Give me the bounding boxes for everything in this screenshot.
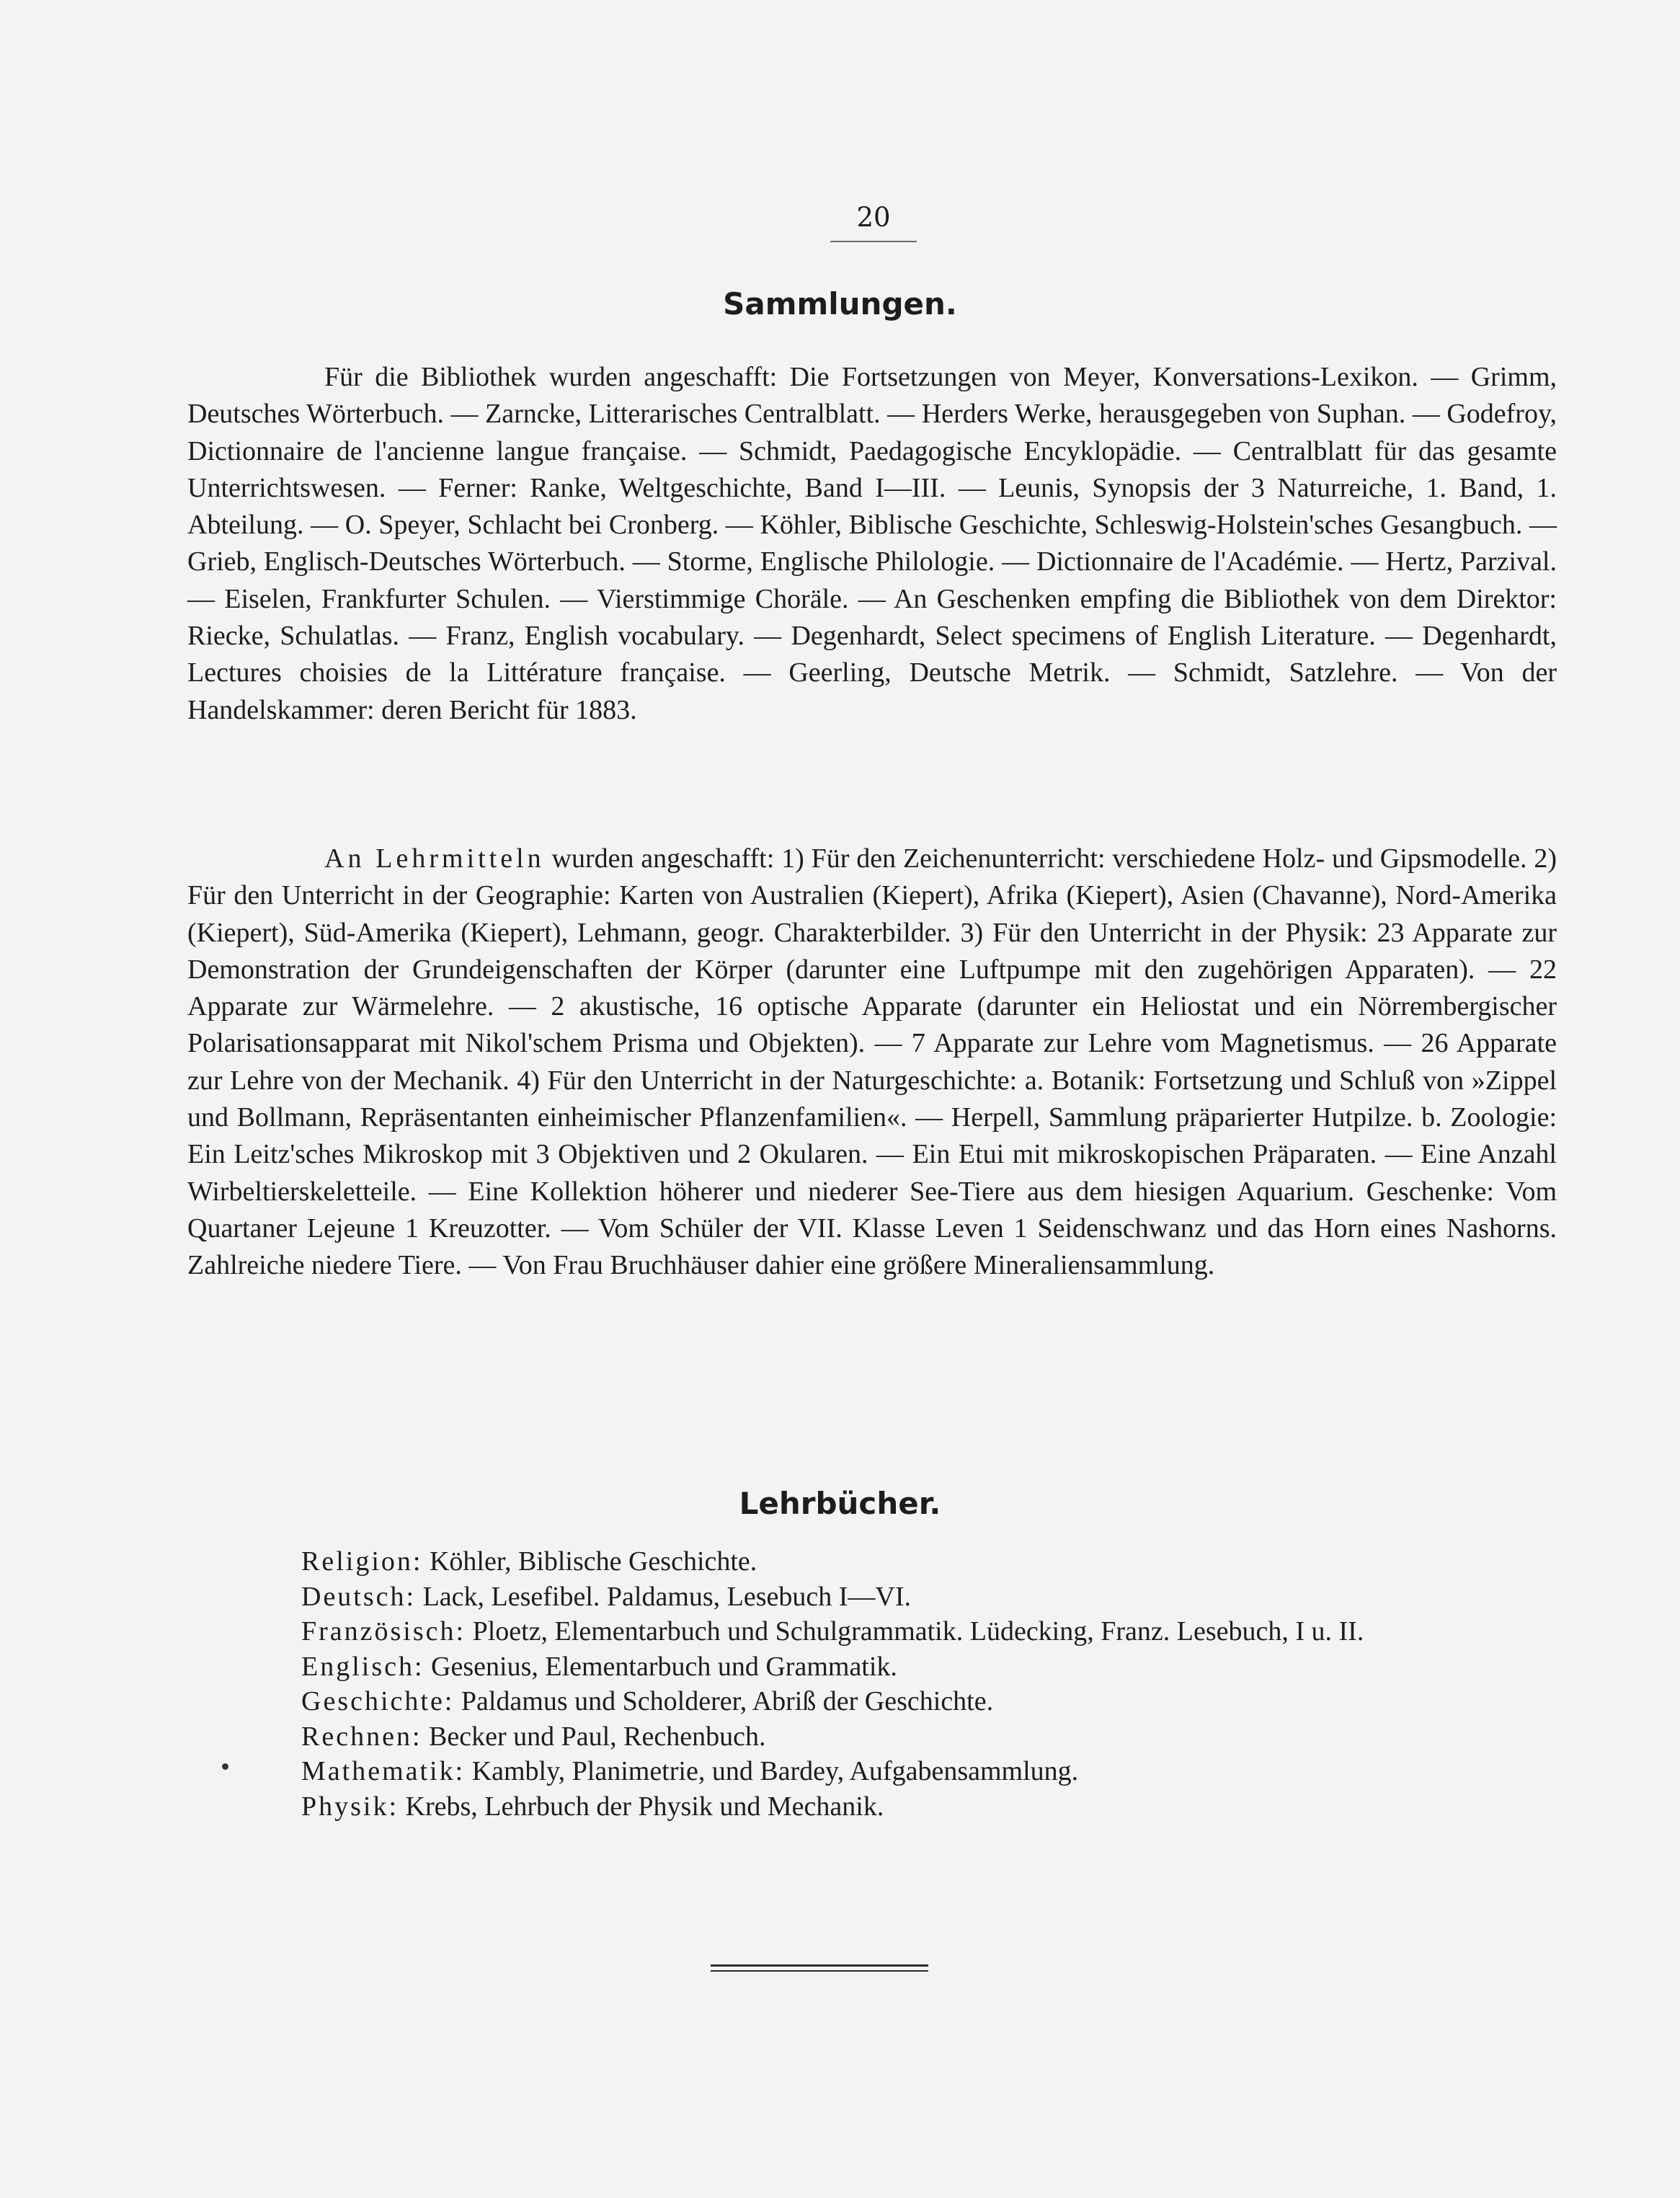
book-row-physik bbox=[301, 1789, 1555, 1825]
lehrbuecher-list bbox=[301, 1544, 1555, 1824]
book-text: Becker und Paul, Rechenbuch. bbox=[429, 1721, 766, 1752]
lehrmittel-paragraph bbox=[187, 841, 1557, 1285]
book-subject: Französisch: bbox=[301, 1616, 466, 1647]
book-subject: Physik: bbox=[301, 1791, 399, 1822]
lehrmittel-text: wurden angeschafft: 1) Für den Zeichenunterricht: verschiedene Holz- und Gipsmodelle. 2) Für den Unterricht in der Geographie: Karten von Australien (Kiepert), Afrika (Kiepert), Asien (Chavanne), Nord-Amerika (Kiepert), Süd-Amerika (Kiepert), Lehmann, geogr. Charakterbilder. 3) Für den Unterricht in der Physik: 23 Apparate zur Demonstration der Grundeigenschaften der Körper (darunter eine Luftpumpe mit den zugehörigen Apparaten). — 22 Apparate zur Wärmelehre. — 2 akustische, 16 optische Apparate (darunter ein Heliostat und ein Nörrembergischer Polarisationsapparat mit Nikol'schem Prisma und Objekten). — 7 Apparate zur Lehre vom Magnetismus. — 26 Apparate zur Lehre von der Mechanik. 4) Für den Unterricht in der Naturgeschichte: a. Botanik: Fortsetzung und Schluß von »Zippel und Bollmann, Repräsentanten einheimischer Pflanzenfamilien«. — Herpell, Sammlung präparierter Hutpilze. b. Zoologie: Ein Leitz'sches Mikroskop mit 3 Objektiven und 2 Okularen. — Ein Etui mit mikroskopischen Präparaten. — Eine Anzahl Wirbeltierskeletteile. — Eine Kollektion höherer und niederer See-Tiere aus dem hiesigen Aquarium. Geschenke: Vom Quartaner Lejeune 1 Kreuzotter. — Vom Schüler der VII. Klasse Leven 1 Seidenschwanz und das Horn eines Nashorns. Zahlreiche niedere Tiere. — Von Frau Bruchhäuser dahier eine größere Mineraliensammlung. bbox=[187, 843, 1557, 1281]
book-text: Gesenius, Elementarbuch und Grammatik. bbox=[431, 1651, 897, 1682]
book-row-geschichte bbox=[301, 1684, 1555, 1719]
sammlungen-paragraph: Für die Bibliothek wurden angeschafft: Die Fortsetzungen von Meyer, Konversations-Lexikon. — Grimm, Deutsches Wörterbuch. — Zarncke, Litterarisches Centralblatt. — Herders Werke, herausgegeben von Suphan. — Godefroy, Dictionnaire de l'ancienne langue française. — Schmidt, Paedagogische Encyklopädie. — Centralblatt für das gesamte Unterrichtswesen. — Ferner: Ranke, Weltgeschichte, Band I—III. — Leunis, Synopsis der 3 Naturreiche, 1. Band, 1. Abteilung. — O. Speyer, Schlacht bei Cronberg. — Köhler, Biblische Geschichte, Schleswig-Holstein'sches Gesangbuch. — Grieb, Englisch-Deutsches Wörterbuch. — Storme, Englische Philologie. — Dictionnaire de l'Académie. — Hertz, Parzival. — Eiselen, Frankfurter Schulen. — Vierstimmige Choräle. — An Geschenken empfing die Bibliothek von dem Direktor: Riecke, Schulatlas. — Franz, English vocabulary. — Degenhardt, Select specimens of English Literature. — Degenhardt, Lectures choisies de la Littérature française. — Geerling, Deutsche Metrik. — Schmidt, Satzlehre. — Von der Handelskammer: deren Bericht für 1883. bbox=[187, 362, 1557, 725]
section-heading-sammlungen: Sammlungen. bbox=[723, 286, 957, 322]
section-heading-lehrbuecher: Lehrbücher. bbox=[739, 1486, 941, 1521]
book-text: Ploetz, Elementarbuch und Schulgrammatik. Lüdecking, Franz. Lesebuch, I u. II. bbox=[472, 1616, 1364, 1647]
book-subject: Deutsch: bbox=[301, 1581, 417, 1612]
book-row-mathematik bbox=[301, 1754, 1555, 1789]
book-text: Krebs, Lehrbuch der Physik und Mechanik. bbox=[405, 1791, 884, 1822]
book-row-englisch bbox=[301, 1649, 1555, 1685]
book-subject: Mathematik: bbox=[301, 1756, 466, 1786]
book-text: Paldamus und Scholderer, Abriß der Geschichte. bbox=[461, 1686, 994, 1716]
end-rule-thin bbox=[711, 1970, 928, 1972]
page-number-rule bbox=[830, 241, 917, 242]
end-rule bbox=[711, 1964, 928, 1967]
book-row-rechnen bbox=[301, 1719, 1555, 1755]
book-text: Lack, Lesefibel. Paldamus, Lesebuch I—VI. bbox=[422, 1581, 912, 1612]
book-text: Kambly, Planimetrie, und Bardey, Aufgabensammlung. bbox=[471, 1756, 1079, 1786]
book-subject: Geschichte: bbox=[301, 1686, 455, 1716]
book-subject: Englisch: bbox=[301, 1651, 425, 1682]
stray-mark bbox=[222, 1763, 228, 1770]
book-subject: Religion: bbox=[301, 1546, 423, 1577]
lehrmittel-lead: An Lehrmitteln bbox=[324, 843, 545, 874]
book-row-deutsch bbox=[301, 1579, 1555, 1615]
book-text: Köhler, Biblische Geschichte. bbox=[429, 1546, 757, 1577]
book-subject: Rechnen: bbox=[301, 1721, 422, 1752]
book-row-franzoesisch bbox=[301, 1614, 1555, 1649]
page-number: 20 bbox=[856, 202, 891, 233]
book-row-religion bbox=[301, 1544, 1555, 1579]
lehrmittel-section bbox=[187, 841, 1557, 1285]
sammlungen-section bbox=[187, 359, 1557, 729]
